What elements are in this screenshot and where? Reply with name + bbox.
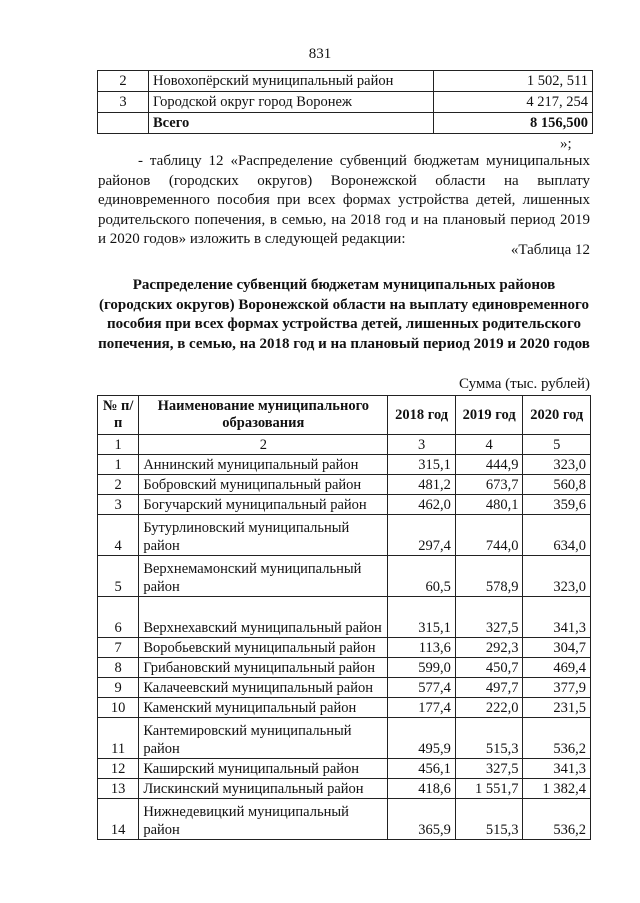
value-2020: 304,7 <box>523 638 591 658</box>
value-2019: 497,7 <box>455 678 523 698</box>
value-2018: 297,4 <box>388 515 456 556</box>
column-index: 5 <box>523 435 591 455</box>
value-2020: 377,9 <box>523 678 591 698</box>
header-2020: 2020 год <box>523 396 591 435</box>
row-number: 9 <box>98 678 139 698</box>
value-2018: 599,0 <box>388 658 456 678</box>
value-2018: 577,4 <box>388 678 456 698</box>
table-label: «Таблица 12 <box>510 242 590 258</box>
row-number: 14 <box>98 799 139 840</box>
municipality-name: Аннинский муниципальный район <box>139 455 388 475</box>
value-2020: 560,8 <box>523 475 591 495</box>
value-2020: 359,6 <box>523 495 591 515</box>
row-number: 7 <box>98 638 139 658</box>
value-2018: 462,0 <box>388 495 456 515</box>
table-row <box>98 455 591 475</box>
header-2018: 2018 год <box>388 396 456 435</box>
municipality-name: Каменский муниципальный район <box>139 698 388 718</box>
row-number: 11 <box>98 718 139 759</box>
municipality-name: Верхнемамонский муниципальный район <box>139 556 388 597</box>
row-value: 1 502, 511 <box>434 71 593 92</box>
table-heading: Распределение субвенций бюджетам муниципальных районов (городских округов) Воронежской области на выплату единовременного пособия при всех формах устройства детей, лишенных родительского попечения, в семью, на 2018 год и на плановый период 2019 и 2020 годов <box>98 277 590 352</box>
row-value: 4 217, 254 <box>434 92 593 113</box>
value-2020: 536,2 <box>523 718 591 759</box>
table-row <box>98 495 591 515</box>
value-2018: 456,1 <box>388 759 456 779</box>
table-row <box>98 597 591 638</box>
municipality-name: Воробьевский муниципальный район <box>139 638 388 658</box>
value-2019: 515,3 <box>455 718 523 759</box>
value-2019: 480,1 <box>455 495 523 515</box>
value-2018: 495,9 <box>388 718 456 759</box>
table-row <box>98 515 591 556</box>
value-2018: 365,9 <box>388 799 456 840</box>
total-row <box>98 113 593 134</box>
value-2018: 418,6 <box>388 779 456 799</box>
row-number: 5 <box>98 556 139 597</box>
value-2020: 1 382,4 <box>523 779 591 799</box>
column-index: 3 <box>388 435 456 455</box>
municipality-name: Калачеевский муниципальный район <box>139 678 388 698</box>
header-name: Наименование муниципального образования <box>139 396 388 435</box>
value-2019: 450,7 <box>455 658 523 678</box>
subsidy-table <box>97 395 591 840</box>
row-number <box>98 113 149 134</box>
value-2018: 481,2 <box>388 475 456 495</box>
value-2020: 341,3 <box>523 597 591 638</box>
column-index: 2 <box>139 435 388 455</box>
column-index: 1 <box>98 435 139 455</box>
table-row <box>98 475 591 495</box>
table-row <box>98 678 591 698</box>
municipality-name: Богучарский муниципальный район <box>139 495 388 515</box>
value-2018: 113,6 <box>388 638 456 658</box>
value-2018: 315,1 <box>388 455 456 475</box>
table-row <box>98 556 591 597</box>
value-2020: 231,5 <box>523 698 591 718</box>
row-number: 6 <box>98 597 139 638</box>
value-2020: 323,0 <box>523 556 591 597</box>
row-number: 2 <box>98 475 139 495</box>
row-number: 10 <box>98 698 139 718</box>
row-number: 3 <box>98 92 149 113</box>
municipality-name: Верхнехавский муниципальный район <box>139 597 388 638</box>
table-row <box>98 658 591 678</box>
total-value: 8 156,500 <box>434 113 593 134</box>
value-2018: 315,1 <box>388 597 456 638</box>
value-2019: 327,5 <box>455 597 523 638</box>
page-number: 831 <box>308 46 332 62</box>
value-2019: 673,7 <box>455 475 523 495</box>
quote-end: »; <box>560 136 572 152</box>
value-2019: 292,3 <box>455 638 523 658</box>
row-number: 1 <box>98 455 139 475</box>
value-2019: 744,0 <box>455 515 523 556</box>
value-2019: 222,0 <box>455 698 523 718</box>
amendment-paragraph: - таблицу 12 «Распределение субвенций бюджетам муниципальных районов (городских округов) Воронежской области на выплату единовременного пособия при всех формах устройства детей, лишенных родительского попечения, в семью, на 2018 год и на плановый период 2019 и 2020 годов» изложить в следующей редакции: <box>98 153 590 248</box>
municipality-name: Бобровский муниципальный район <box>139 475 388 495</box>
municipality-name: Кантемировский муниципальный район <box>139 718 388 759</box>
header-2019: 2019 год <box>455 396 523 435</box>
table-row <box>98 779 591 799</box>
value-2019: 578,9 <box>455 556 523 597</box>
header-row <box>98 396 591 435</box>
row-name: Городской округ город Воронеж <box>149 92 434 113</box>
value-2019: 327,5 <box>455 759 523 779</box>
value-2020: 634,0 <box>523 515 591 556</box>
value-2019: 444,9 <box>455 455 523 475</box>
value-2020: 341,3 <box>523 759 591 779</box>
municipality-name: Грибановский муниципальный район <box>139 658 388 678</box>
total-label: Всего <box>149 113 434 134</box>
table-row <box>98 718 591 759</box>
table-row <box>98 759 591 779</box>
municipality-name: Бутурлиновский муниципальный район <box>139 515 388 556</box>
column-index-row <box>98 435 591 455</box>
row-number: 8 <box>98 658 139 678</box>
value-2020: 536,2 <box>523 799 591 840</box>
value-2020: 469,4 <box>523 658 591 678</box>
row-number: 13 <box>98 779 139 799</box>
table-row <box>98 698 591 718</box>
value-2020: 323,0 <box>523 455 591 475</box>
row-number: 3 <box>98 495 139 515</box>
units-caption: Сумма (тыс. рублей) <box>458 376 590 392</box>
municipality-name: Нижнедевицкий муниципальный район <box>139 799 388 840</box>
row-number: 2 <box>98 71 149 92</box>
row-number: 12 <box>98 759 139 779</box>
value-2019: 1 551,7 <box>455 779 523 799</box>
previous-table-end <box>97 70 593 134</box>
value-2019: 515,3 <box>455 799 523 840</box>
table-row <box>98 71 593 92</box>
value-2018: 177,4 <box>388 698 456 718</box>
municipality-name: Каширский муниципальный район <box>139 759 388 779</box>
municipality-name: Лискинский муниципальный район <box>139 779 388 799</box>
table-row <box>98 638 591 658</box>
table-row <box>98 799 591 840</box>
row-number: 4 <box>98 515 139 556</box>
table-row <box>98 92 593 113</box>
header-num: № п/п <box>98 396 139 435</box>
column-index: 4 <box>455 435 523 455</box>
value-2018: 60,5 <box>388 556 456 597</box>
row-name: Новохопёрский муниципальный район <box>149 71 434 92</box>
